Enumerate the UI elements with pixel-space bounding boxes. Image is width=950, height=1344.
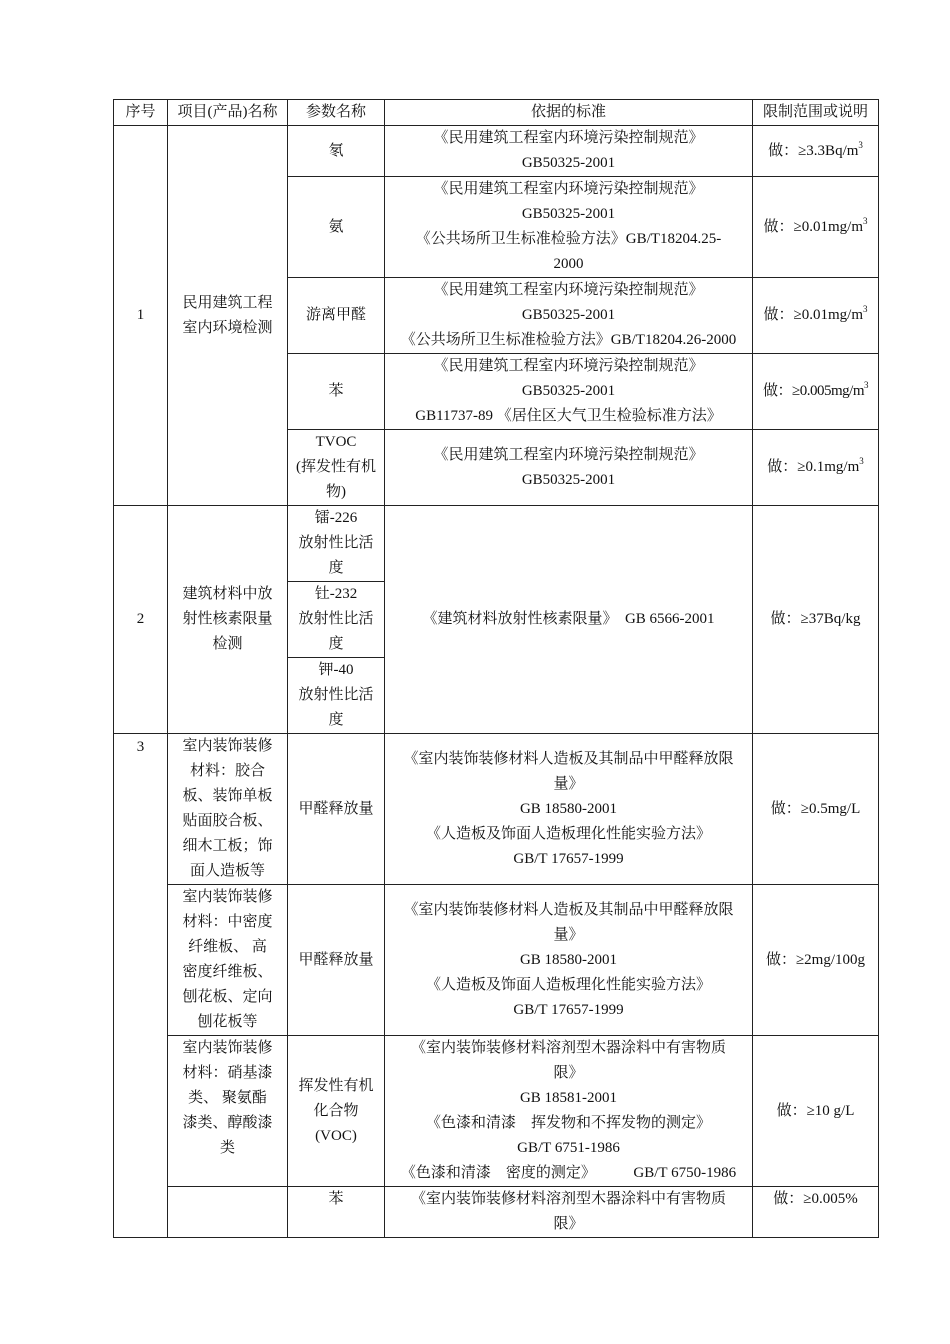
param-name: 氨 (288, 177, 385, 278)
standards-table (113, 99, 879, 1238)
limit-cell: 做：≥37Bq/kg (753, 506, 879, 734)
header-row (114, 100, 879, 126)
row-number: 2 (114, 506, 168, 734)
param-name: 挥发性有机 化合物 (VOC) (288, 1036, 385, 1187)
param-name: 苯 (288, 354, 385, 430)
param-name: 钍-232 放射性比活 度 (288, 582, 385, 658)
project-name: 建筑材料中放 射性核素限量 检测 (168, 506, 288, 734)
row-number: 3 (114, 734, 168, 1238)
limit-cell: 做：≥0.005% (753, 1187, 879, 1238)
param-name: 氡 (288, 126, 385, 177)
table-row (114, 1036, 879, 1187)
limit-cell: 做：$\ge 0.01mg/m^3$ (753, 177, 879, 278)
standard-cell: 《民用建筑工程室内环境污染控制规范》 GB50325-2001 (385, 430, 753, 506)
limit-cell: 做：$\ge 3.3Bq/m^3$ (753, 126, 879, 177)
table-row (114, 885, 879, 1036)
param-name: 游离甲醛 (288, 278, 385, 354)
param-name: 镭-226 放射性比活 度 (288, 506, 385, 582)
table-row (114, 1187, 879, 1238)
limit-cell: 做：≥0.5mg/L (753, 734, 879, 885)
standard-cell: 《民用建筑工程室内环境污染控制规范》 GB50325-2001 《公共场所卫生标准检验方法》GB/T18204.26-2000 (385, 278, 753, 354)
header-project: 项目(产品)名称 (168, 100, 288, 126)
param-name: TVOC (挥发性有机 物) (288, 430, 385, 506)
param-name: 钾-40 放射性比活 度 (288, 658, 385, 734)
table-row (114, 126, 879, 177)
limit-cell: 做：$\ge 0.01mg/m^3$ (753, 278, 879, 354)
project-name: 室内装饰装修 材料：中密度 纤维板、 高 密度纤维板、 刨花板、定向 刨花板等 (168, 885, 288, 1036)
param-name: 甲醛释放量 (288, 885, 385, 1036)
param-name: 甲醛释放量 (288, 734, 385, 885)
standard-cell: 《建筑材料放射性核素限量》 GB 6566-2001 (385, 506, 753, 734)
standard-cell: 《室内装饰装修材料人造板及其制品中甲醛释放限 量》 GB 18580-2001 《人造板及饰面人造板理化性能实验方法》 GB/T 17657-1999 (385, 885, 753, 1036)
header-param: 参数名称 (288, 100, 385, 126)
project-name (168, 1187, 288, 1238)
project-name: 室内装饰装修 材料：硝基漆 类、 聚氨酯 漆类、醇酸漆 类 (168, 1036, 288, 1187)
project-name: 民用建筑工程 室内环境检测 (168, 126, 288, 506)
limit-cell: 做：≥2mg/100g (753, 885, 879, 1036)
project-name: 室内装饰装修 材料：胶合 板、装饰单板 贴面胶合板、 细木工板；饰 面人造板等 (168, 734, 288, 885)
standard-cell: 《室内装饰装修材料人造板及其制品中甲醛释放限 量》 GB 18580-2001 《人造板及饰面人造板理化性能实验方法》 GB/T 17657-1999 (385, 734, 753, 885)
header-no: 序号 (114, 100, 168, 126)
table-row (114, 506, 879, 582)
header-standard: 依据的标准 (385, 100, 753, 126)
limit-cell: 做：≥10 g/L (753, 1036, 879, 1187)
standard-cell: 《室内装饰装修材料溶剂型木器涂料中有害物质 限》 GB 18581-2001 《色漆和清漆 挥发物和不挥发物的测定》 GB/T 6751-1986 《色漆和清漆 密度的测定》 GB/T 6750-1986 (385, 1036, 753, 1187)
row-number: 1 (114, 126, 168, 506)
standard-cell: 《室内装饰装修材料溶剂型木器涂料中有害物质 限》 (385, 1187, 753, 1238)
standard-cell: 《民用建筑工程室内环境污染控制规范》 GB50325-2001 《公共场所卫生标准检验方法》GB/T18204.25- 2000 (385, 177, 753, 278)
standard-cell: 《民用建筑工程室内环境污染控制规范》 GB50325-2001 GB11737-89 《居住区大气卫生检验标准方法》 (385, 354, 753, 430)
limit-cell: 做：$\ge 0.005mg/m^3$ (753, 354, 879, 430)
table-row (114, 734, 879, 885)
standard-cell: 《民用建筑工程室内环境污染控制规范》 GB50325-2001 (385, 126, 753, 177)
header-limit: 限制范围或说明 (753, 100, 879, 126)
limit-cell: 做：$\ge 0.1mg/m^3$ (753, 430, 879, 506)
param-name: 苯 (288, 1187, 385, 1238)
